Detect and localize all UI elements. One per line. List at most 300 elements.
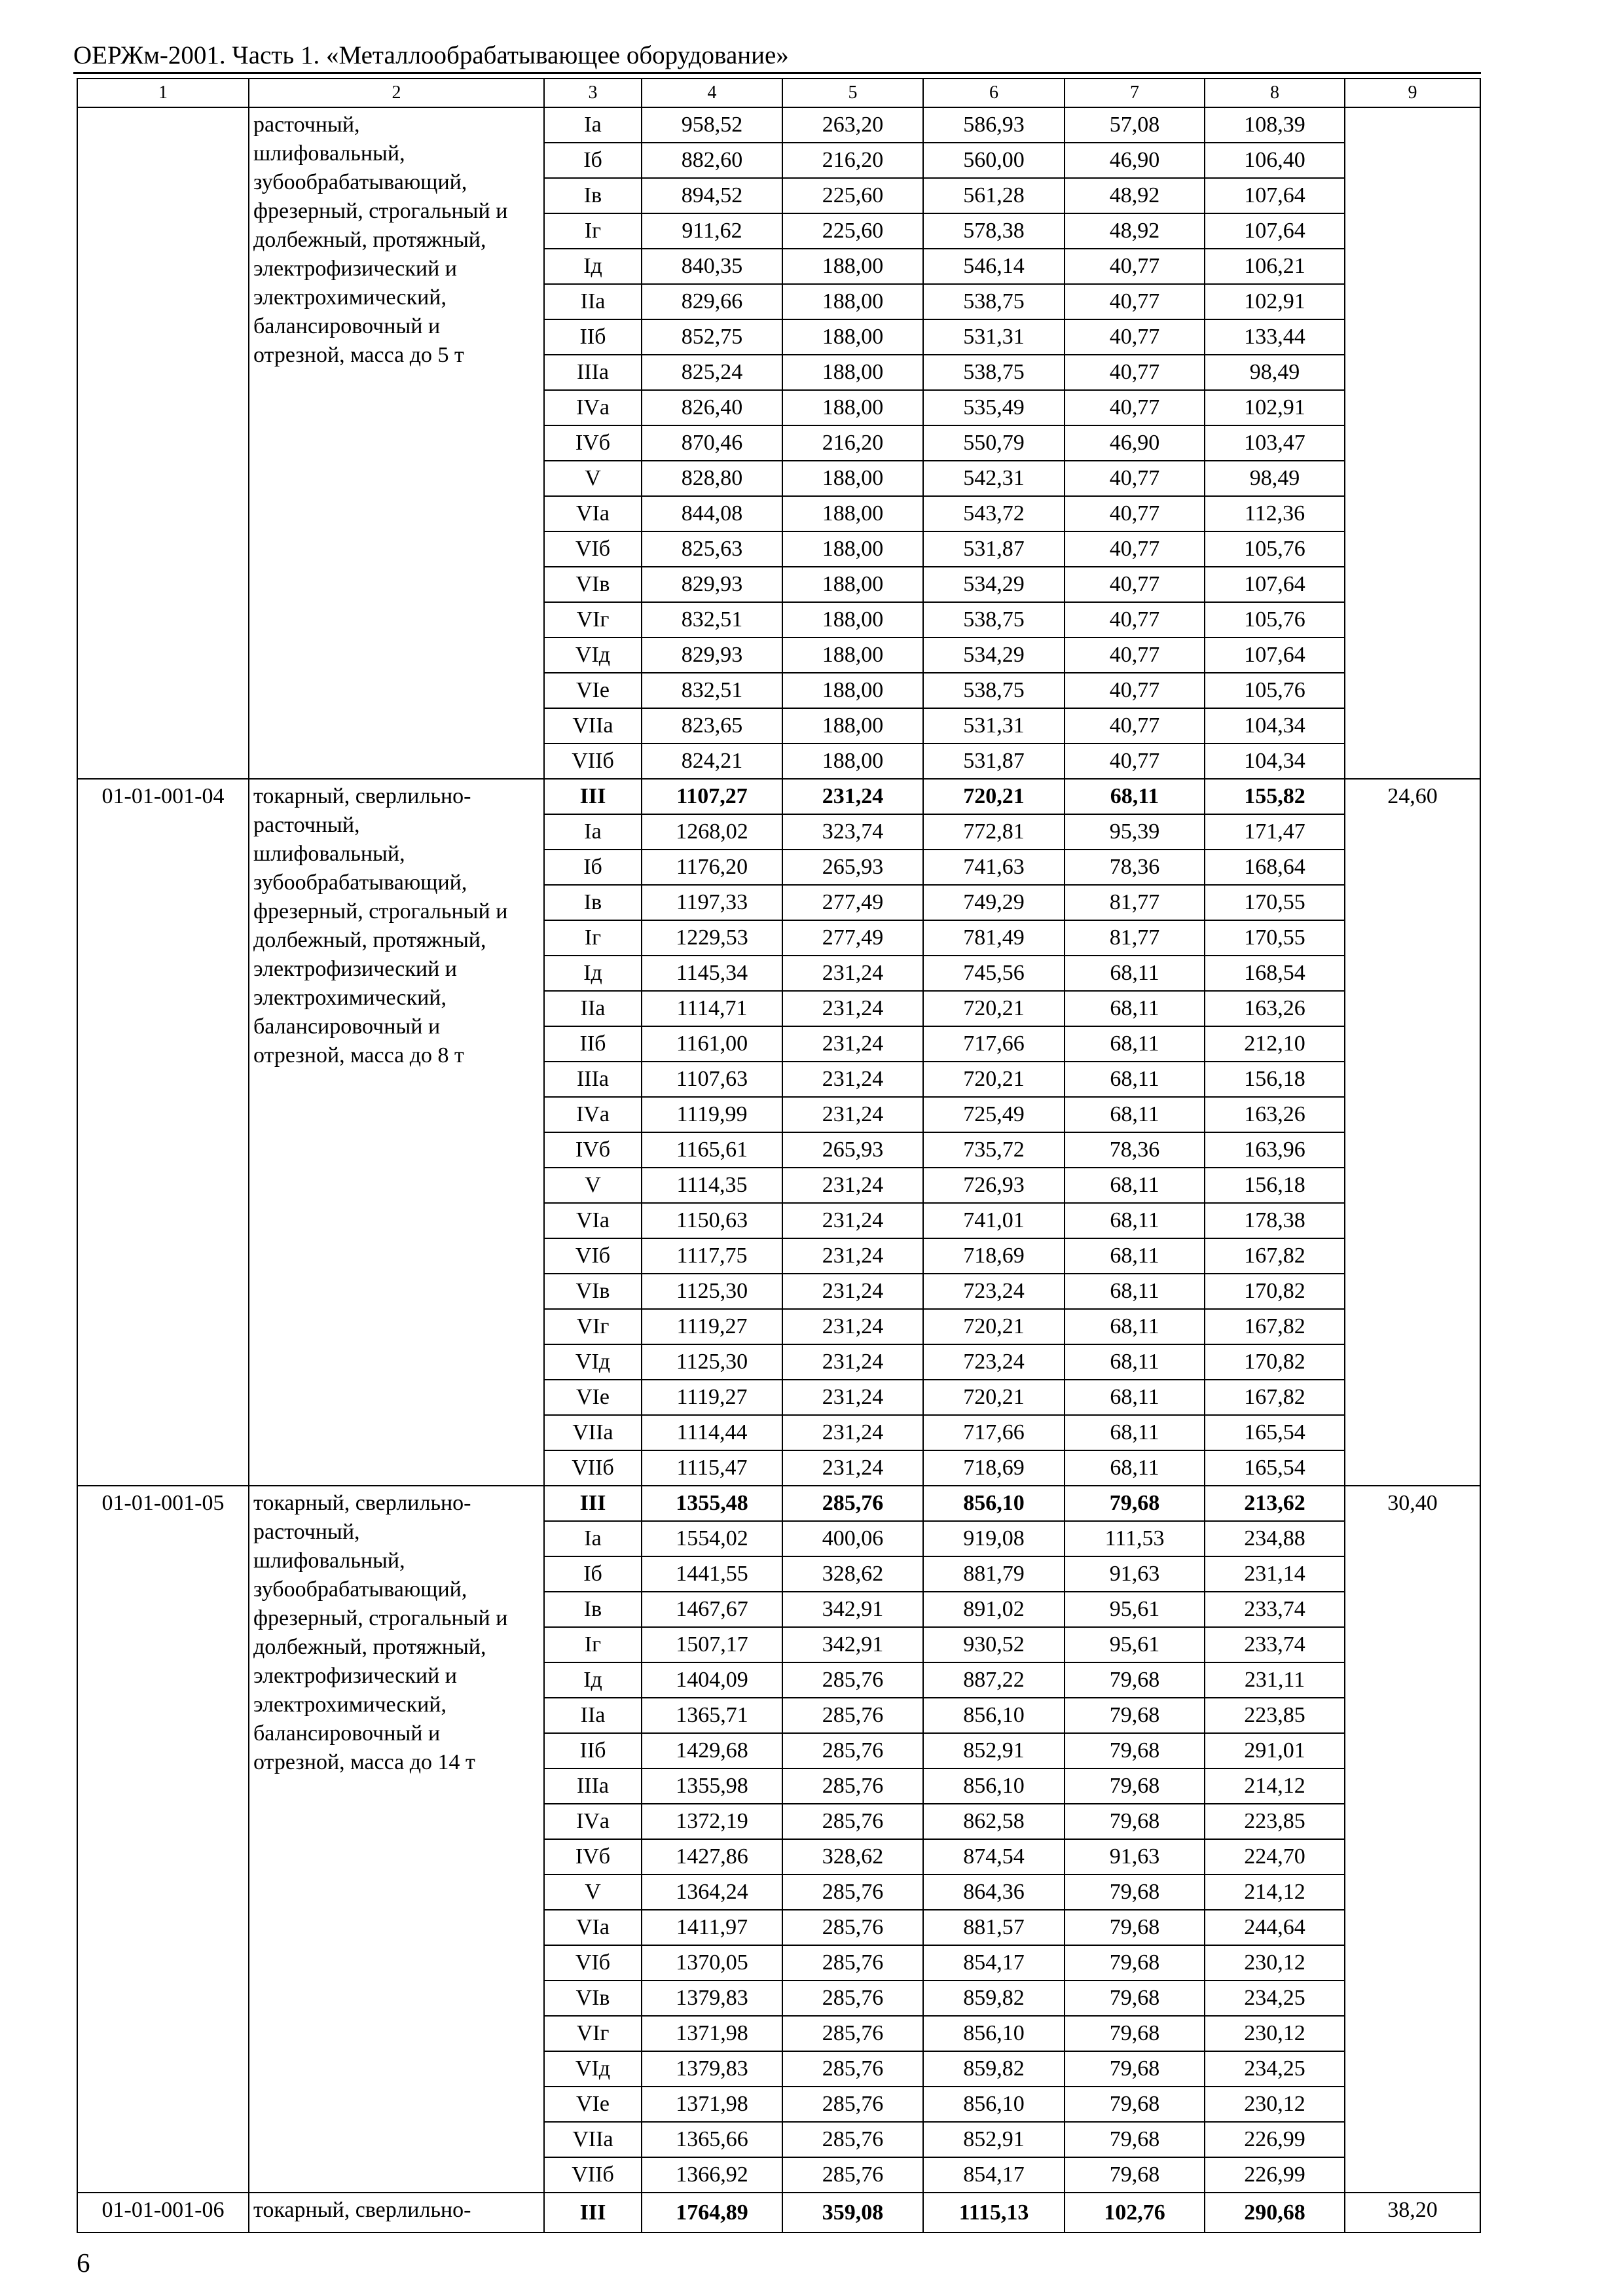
value-cell: 78,36 — [1065, 1132, 1205, 1168]
value-cell: 68,11 — [1065, 779, 1205, 814]
region-group: Iб — [544, 850, 642, 885]
description-line: долбежный, протяжный, — [253, 228, 486, 252]
region-group: VIе — [544, 673, 642, 708]
value-cell: 40,77 — [1065, 284, 1205, 319]
value-cell: 112,36 — [1205, 496, 1345, 531]
value-cell: 79,68 — [1065, 2157, 1205, 2193]
value-cell: 1379,83 — [642, 1981, 782, 2016]
value-cell: 48,92 — [1065, 178, 1205, 213]
value-cell: 720,21 — [923, 779, 1065, 814]
region-group: VIд — [544, 2051, 642, 2087]
value-cell: 1366,92 — [642, 2157, 782, 2193]
value-cell: 40,77 — [1065, 602, 1205, 637]
value-cell: 68,11 — [1065, 1309, 1205, 1344]
value-cell: 231,24 — [782, 956, 923, 991]
value-cell: 79,68 — [1065, 1486, 1205, 1521]
table-row — [77, 1486, 1480, 1521]
equipment-description — [249, 107, 544, 779]
region-group: VIа — [544, 1910, 642, 1945]
region-group: IIб — [544, 1026, 642, 1062]
region-group: VIIб — [544, 744, 642, 779]
value-cell: 231,14 — [1205, 1556, 1345, 1592]
value-cell: 68,11 — [1065, 1097, 1205, 1132]
value-cell: 291,01 — [1205, 1733, 1345, 1768]
value-cell: 104,34 — [1205, 708, 1345, 744]
value-cell: 832,51 — [642, 673, 782, 708]
region-group: IVб — [544, 1132, 642, 1168]
value-cell: 98,49 — [1205, 461, 1345, 496]
equipment-description — [249, 2193, 544, 2233]
value-cell: 40,77 — [1065, 673, 1205, 708]
value-cell: 79,68 — [1065, 1698, 1205, 1733]
value-cell: 167,82 — [1205, 1309, 1345, 1344]
description-line: отрезной, масса до 5 т — [253, 343, 464, 367]
value-cell: 323,74 — [782, 814, 923, 850]
region-group: IIIа — [544, 1768, 642, 1804]
value-cell: 741,01 — [923, 1203, 1065, 1238]
value-cell: 107,64 — [1205, 567, 1345, 602]
value-cell: 1229,53 — [642, 920, 782, 956]
value-cell: 234,25 — [1205, 2051, 1345, 2087]
value-cell: 40,77 — [1065, 567, 1205, 602]
value-cell: 188,00 — [782, 637, 923, 673]
value-cell: 106,21 — [1205, 249, 1345, 284]
extra-value — [1345, 107, 1480, 779]
value-cell: 919,08 — [923, 1521, 1065, 1556]
value-cell: 40,77 — [1065, 496, 1205, 531]
region-group: V — [544, 1874, 642, 1910]
region-group: Iа — [544, 814, 642, 850]
value-cell: 68,11 — [1065, 1168, 1205, 1203]
value-cell: 188,00 — [782, 567, 923, 602]
value-cell: 168,54 — [1205, 956, 1345, 991]
region-group: VIб — [544, 1945, 642, 1981]
value-cell: 859,82 — [923, 2051, 1065, 2087]
value-cell: 856,10 — [923, 2087, 1065, 2122]
value-cell: 285,76 — [782, 1874, 923, 1910]
region-group: III — [544, 2193, 642, 2233]
region-group: VIе — [544, 1380, 642, 1415]
value-cell: 1115,13 — [923, 2193, 1065, 2233]
header-rule — [73, 72, 1481, 74]
value-cell: 723,24 — [923, 1344, 1065, 1380]
value-cell: 328,62 — [782, 1556, 923, 1592]
value-cell: 285,76 — [782, 2087, 923, 2122]
value-cell: 1161,00 — [642, 1026, 782, 1062]
value-cell: 68,11 — [1065, 956, 1205, 991]
value-cell: 1365,71 — [642, 1698, 782, 1733]
value-cell: 828,80 — [642, 461, 782, 496]
value-cell: 829,66 — [642, 284, 782, 319]
value-cell: 133,44 — [1205, 319, 1345, 355]
value-cell: 1554,02 — [642, 1521, 782, 1556]
value-cell: 68,11 — [1065, 1344, 1205, 1380]
value-cell: 102,76 — [1065, 2193, 1205, 2233]
region-group: VIв — [544, 567, 642, 602]
value-cell: 188,00 — [782, 319, 923, 355]
region-group: VIг — [544, 2016, 642, 2051]
value-cell: 68,11 — [1065, 1203, 1205, 1238]
value-cell: 543,72 — [923, 496, 1065, 531]
value-cell: 561,28 — [923, 178, 1065, 213]
value-cell: 188,00 — [782, 673, 923, 708]
description-line: балансировочный и — [253, 1014, 441, 1039]
value-cell: 263,20 — [782, 107, 923, 143]
value-cell: 188,00 — [782, 708, 923, 744]
value-cell: 1115,47 — [642, 1450, 782, 1486]
region-group: IVб — [544, 425, 642, 461]
rates-table — [77, 78, 1481, 2233]
value-cell: 40,77 — [1065, 708, 1205, 744]
value-cell: 870,46 — [642, 425, 782, 461]
region-group: V — [544, 461, 642, 496]
value-cell: 825,24 — [642, 355, 782, 390]
region-group: Iв — [544, 178, 642, 213]
value-cell: 231,24 — [782, 1238, 923, 1274]
value-cell: 225,60 — [782, 213, 923, 249]
value-cell: 550,79 — [923, 425, 1065, 461]
value-cell: 165,54 — [1205, 1450, 1345, 1486]
value-cell: 231,24 — [782, 1097, 923, 1132]
value-cell: 285,76 — [782, 2157, 923, 2193]
value-cell: 234,25 — [1205, 1981, 1345, 2016]
value-cell: 1268,02 — [642, 814, 782, 850]
value-cell: 214,12 — [1205, 1768, 1345, 1804]
value-cell: 285,76 — [782, 2016, 923, 2051]
value-cell: 156,18 — [1205, 1062, 1345, 1097]
value-cell: 359,08 — [782, 2193, 923, 2233]
value-cell: 79,68 — [1065, 2051, 1205, 2087]
value-cell: 40,77 — [1065, 461, 1205, 496]
value-cell: 328,62 — [782, 1839, 923, 1874]
value-cell: 170,55 — [1205, 885, 1345, 920]
value-cell: 578,38 — [923, 213, 1065, 249]
value-cell: 1411,97 — [642, 1910, 782, 1945]
column-number: 5 — [782, 79, 923, 107]
value-cell: 231,24 — [782, 1415, 923, 1450]
value-cell: 1125,30 — [642, 1274, 782, 1309]
region-group: VIа — [544, 496, 642, 531]
value-cell: 91,63 — [1065, 1556, 1205, 1592]
value-cell: 720,21 — [923, 1062, 1065, 1097]
value-cell: 170,55 — [1205, 920, 1345, 956]
value-cell: 725,49 — [923, 1097, 1065, 1132]
description-line: зубообрабатывающий, — [253, 170, 467, 194]
value-cell: 745,56 — [923, 956, 1065, 991]
value-cell: 79,68 — [1065, 2087, 1205, 2122]
value-cell: 48,92 — [1065, 213, 1205, 249]
region-group: VIIа — [544, 708, 642, 744]
value-cell: 78,36 — [1065, 850, 1205, 885]
value-cell: 285,76 — [782, 1486, 923, 1521]
value-cell: 844,08 — [642, 496, 782, 531]
value-cell: 1467,67 — [642, 1592, 782, 1627]
value-cell: 1764,89 — [642, 2193, 782, 2233]
value-cell: 163,26 — [1205, 1097, 1345, 1132]
value-cell: 224,70 — [1205, 1839, 1345, 1874]
value-cell: 824,21 — [642, 744, 782, 779]
value-cell: 887,22 — [923, 1662, 1065, 1698]
value-cell: 214,12 — [1205, 1874, 1345, 1910]
region-group: Iд — [544, 249, 642, 284]
region-group: Iб — [544, 1556, 642, 1592]
value-cell: 234,88 — [1205, 1521, 1345, 1556]
value-cell: 233,74 — [1205, 1627, 1345, 1662]
page-number: 6 — [77, 2248, 90, 2278]
description-line: отрезной, масса до 14 т — [253, 1750, 475, 1774]
value-cell: 103,47 — [1205, 425, 1345, 461]
description-line: электрохимический, — [253, 986, 447, 1010]
value-cell: 1107,27 — [642, 779, 782, 814]
region-group: V — [544, 1168, 642, 1203]
value-cell: 823,65 — [642, 708, 782, 744]
value-cell: 1119,27 — [642, 1309, 782, 1344]
region-group: VIIб — [544, 2157, 642, 2193]
value-cell: 231,24 — [782, 1344, 923, 1380]
value-cell: 1379,83 — [642, 2051, 782, 2087]
description-line: долбежный, протяжный, — [253, 928, 486, 952]
value-cell: 826,40 — [642, 390, 782, 425]
value-cell: 856,10 — [923, 1768, 1065, 1804]
value-cell: 68,11 — [1065, 991, 1205, 1026]
value-cell: 102,91 — [1205, 390, 1345, 425]
value-cell: 285,76 — [782, 2122, 923, 2157]
region-group: IVа — [544, 1804, 642, 1839]
rate-code: 01-01-001-06 — [77, 2193, 249, 2233]
value-cell: 1117,75 — [642, 1238, 782, 1274]
description-line: фрезерный, строгальный и — [253, 199, 508, 223]
value-cell: 216,20 — [782, 425, 923, 461]
value-cell: 531,87 — [923, 744, 1065, 779]
value-cell: 534,29 — [923, 567, 1065, 602]
value-cell: 68,11 — [1065, 1415, 1205, 1450]
value-cell: 230,12 — [1205, 2087, 1345, 2122]
region-group: VIб — [544, 531, 642, 567]
value-cell: 79,68 — [1065, 1910, 1205, 1945]
description-line: отрезной, масса до 8 т — [253, 1043, 464, 1067]
value-cell: 531,31 — [923, 708, 1065, 744]
value-cell: 68,11 — [1065, 1026, 1205, 1062]
description-line: электрофизический и — [253, 257, 457, 281]
region-group: IIа — [544, 284, 642, 319]
value-cell: 106,40 — [1205, 143, 1345, 178]
description-line: токарный, сверлильно- — [253, 2198, 471, 2222]
value-cell: 68,11 — [1065, 1062, 1205, 1097]
value-cell: 171,47 — [1205, 814, 1345, 850]
value-cell: 911,62 — [642, 213, 782, 249]
value-cell: 68,11 — [1065, 1274, 1205, 1309]
value-cell: 277,49 — [782, 920, 923, 956]
value-cell: 874,54 — [923, 1839, 1065, 1874]
value-cell: 170,82 — [1205, 1274, 1345, 1309]
description-line: долбежный, протяжный, — [253, 1635, 486, 1659]
value-cell: 717,66 — [923, 1415, 1065, 1450]
value-cell: 285,76 — [782, 1698, 923, 1733]
extra-value: 38,20 — [1345, 2193, 1480, 2233]
description-line: фрезерный, строгальный и — [253, 1606, 508, 1630]
value-cell: 285,76 — [782, 1804, 923, 1839]
value-cell: 881,57 — [923, 1910, 1065, 1945]
region-group: Iд — [544, 956, 642, 991]
value-cell: 1125,30 — [642, 1344, 782, 1380]
value-cell: 68,11 — [1065, 1238, 1205, 1274]
value-cell: 104,34 — [1205, 744, 1345, 779]
value-cell: 231,24 — [782, 1309, 923, 1344]
region-group: Iд — [544, 1662, 642, 1698]
value-cell: 163,26 — [1205, 991, 1345, 1026]
page-header-title: ОЕРЖм-2001. Часть 1. «Металлообрабатывающее оборудование» — [73, 41, 789, 69]
value-cell: 342,91 — [782, 1627, 923, 1662]
value-cell: 40,77 — [1065, 531, 1205, 567]
value-cell: 1176,20 — [642, 850, 782, 885]
value-cell: 285,76 — [782, 1768, 923, 1804]
value-cell: 231,11 — [1205, 1662, 1345, 1698]
value-cell: 79,68 — [1065, 2016, 1205, 2051]
value-cell: 829,93 — [642, 637, 782, 673]
value-cell: 40,77 — [1065, 319, 1205, 355]
value-cell: 231,24 — [782, 1026, 923, 1062]
region-group: Iг — [544, 920, 642, 956]
region-group: VIIб — [544, 1450, 642, 1486]
value-cell: 856,10 — [923, 1486, 1065, 1521]
value-cell: 720,21 — [923, 991, 1065, 1026]
table-row — [77, 2193, 1480, 2233]
value-cell: 1197,33 — [642, 885, 782, 920]
region-group: VIIа — [544, 2122, 642, 2157]
description-line: зубообрабатывающий, — [253, 870, 467, 895]
value-cell: 285,76 — [782, 2051, 923, 2087]
column-number: 1 — [77, 79, 249, 107]
description-line: расточный, — [253, 113, 360, 137]
value-cell: 105,76 — [1205, 673, 1345, 708]
region-group: VIа — [544, 1203, 642, 1238]
region-group: Iа — [544, 107, 642, 143]
table-row — [77, 107, 1480, 143]
value-cell: 68,11 — [1065, 1380, 1205, 1415]
value-cell: 1114,44 — [642, 1415, 782, 1450]
region-group: Iб — [544, 143, 642, 178]
region-group: VIв — [544, 1981, 642, 2016]
value-cell: 231,24 — [782, 779, 923, 814]
value-cell: 95,61 — [1065, 1627, 1205, 1662]
rate-code — [77, 107, 249, 779]
region-group: VIг — [544, 602, 642, 637]
value-cell: 1404,09 — [642, 1662, 782, 1698]
value-cell: 882,60 — [642, 143, 782, 178]
value-cell: 285,76 — [782, 1945, 923, 1981]
value-cell: 586,93 — [923, 107, 1065, 143]
description-line: расточный, — [253, 813, 360, 837]
region-group: IIа — [544, 991, 642, 1026]
value-cell: 188,00 — [782, 355, 923, 390]
value-cell: 188,00 — [782, 390, 923, 425]
value-cell: 1119,27 — [642, 1380, 782, 1415]
value-cell: 156,18 — [1205, 1168, 1345, 1203]
region-group: VIIа — [544, 1415, 642, 1450]
value-cell: 231,24 — [782, 1450, 923, 1486]
value-cell: 285,76 — [782, 1910, 923, 1945]
value-cell: 46,90 — [1065, 425, 1205, 461]
region-group: VIв — [544, 1274, 642, 1309]
description-line: электрохимический, — [253, 1693, 447, 1717]
value-cell: 1371,98 — [642, 2016, 782, 2051]
value-cell: 95,39 — [1065, 814, 1205, 850]
column-number: 6 — [923, 79, 1065, 107]
value-cell: 111,53 — [1065, 1521, 1205, 1556]
value-cell: 170,82 — [1205, 1344, 1345, 1380]
value-cell: 285,76 — [782, 1662, 923, 1698]
value-cell: 108,39 — [1205, 107, 1345, 143]
value-cell: 81,77 — [1065, 920, 1205, 956]
value-cell: 230,12 — [1205, 2016, 1345, 2051]
value-cell: 1429,68 — [642, 1733, 782, 1768]
region-group: Iв — [544, 885, 642, 920]
value-cell: 531,31 — [923, 319, 1065, 355]
value-cell: 856,10 — [923, 1698, 1065, 1733]
value-cell: 105,76 — [1205, 602, 1345, 637]
value-cell: 40,77 — [1065, 744, 1205, 779]
value-cell: 720,21 — [923, 1309, 1065, 1344]
value-cell: 1145,34 — [642, 956, 782, 991]
value-cell: 718,69 — [923, 1450, 1065, 1486]
value-cell: 1427,86 — [642, 1839, 782, 1874]
value-cell: 226,99 — [1205, 2157, 1345, 2193]
description-line: балансировочный и — [253, 314, 441, 338]
value-cell: 212,10 — [1205, 1026, 1345, 1062]
value-cell: 1119,99 — [642, 1097, 782, 1132]
value-cell: 852,75 — [642, 319, 782, 355]
value-cell: 95,61 — [1065, 1592, 1205, 1627]
value-cell: 244,64 — [1205, 1910, 1345, 1945]
value-cell: 718,69 — [923, 1238, 1065, 1274]
value-cell: 178,38 — [1205, 1203, 1345, 1238]
region-group: IIа — [544, 1698, 642, 1733]
region-group: IIIа — [544, 355, 642, 390]
value-cell: 542,31 — [923, 461, 1065, 496]
region-group: III — [544, 779, 642, 814]
description-line: электрохимический, — [253, 285, 447, 310]
value-cell: 216,20 — [782, 143, 923, 178]
value-cell: 1365,66 — [642, 2122, 782, 2157]
value-cell: 107,64 — [1205, 178, 1345, 213]
value-cell: 231,24 — [782, 1380, 923, 1415]
value-cell: 856,10 — [923, 2016, 1065, 2051]
description-line: зубообрабатывающий, — [253, 1577, 467, 1602]
value-cell: 223,85 — [1205, 1804, 1345, 1839]
value-cell: 720,21 — [923, 1380, 1065, 1415]
value-cell: 231,24 — [782, 1203, 923, 1238]
value-cell: 1150,63 — [642, 1203, 782, 1238]
value-cell: 1165,61 — [642, 1132, 782, 1168]
region-group: VIб — [544, 1238, 642, 1274]
value-cell: 168,64 — [1205, 850, 1345, 885]
region-group: Iа — [544, 1521, 642, 1556]
value-cell: 230,12 — [1205, 1945, 1345, 1981]
value-cell: 79,68 — [1065, 1945, 1205, 1981]
region-group: IVа — [544, 1097, 642, 1132]
value-cell: 188,00 — [782, 744, 923, 779]
value-cell: 1355,48 — [642, 1486, 782, 1521]
column-numbers-row — [77, 79, 1480, 107]
value-cell: 546,14 — [923, 249, 1065, 284]
value-cell: 741,63 — [923, 850, 1065, 885]
value-cell: 79,68 — [1065, 1804, 1205, 1839]
value-cell: 167,82 — [1205, 1238, 1345, 1274]
value-cell: 165,54 — [1205, 1415, 1345, 1450]
value-cell: 265,93 — [782, 1132, 923, 1168]
region-group: VIд — [544, 637, 642, 673]
value-cell: 285,76 — [782, 1733, 923, 1768]
